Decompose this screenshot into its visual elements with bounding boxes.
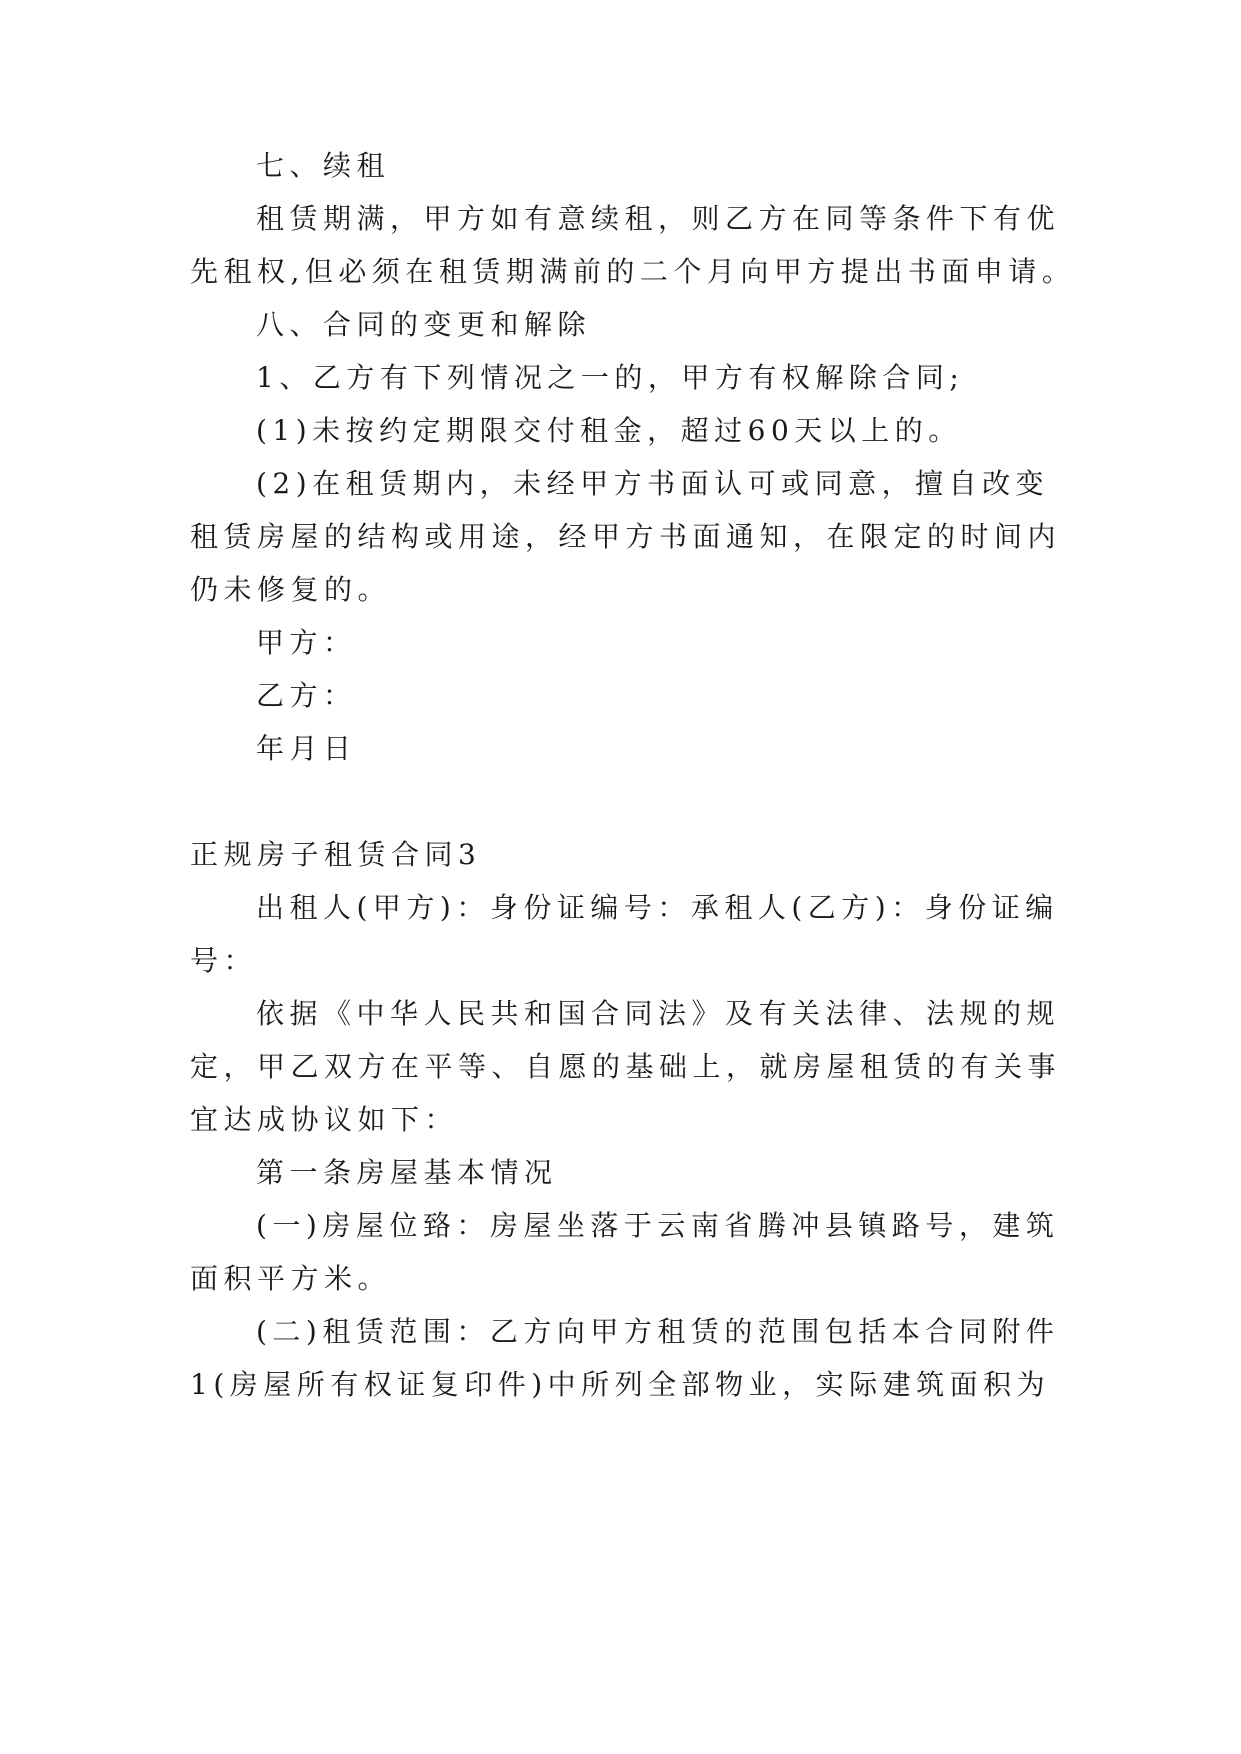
legal-basis-line-3: 宜达成协议如下： — [190, 1103, 459, 1136]
legal-basis-line-2: 定，甲乙双方在平等、自愿的基础上，就房屋租赁的有关事 — [190, 1050, 1062, 1083]
contract-3-title: 正规房子租赁合同3 — [190, 838, 482, 871]
renewal-paragraph-line-2: 先租权,但必须在租赁期满前的二个月向甲方提出书面申请。 — [190, 255, 1076, 288]
section-8-heading: 八、合同的变更和解除 — [256, 308, 592, 341]
section-7-heading: 七、续租 — [256, 149, 391, 182]
parties-line-1: 出租人(甲方)：身份证编号：承租人(乙方)：身份证编 — [256, 891, 1059, 924]
house-location-line-1: (一)房屋位臵：房屋坐落于云南省腾冲县镇路号，建筑 — [256, 1209, 1060, 1242]
signature-date: 年月日 — [256, 732, 357, 765]
termination-subitem-2-line-1: (2)在租赁期内，未经甲方书面认可或同意，擅自改变 — [256, 467, 1050, 500]
signature-party-b: 乙方： — [256, 679, 357, 712]
termination-subitem-2-line-2: 租赁房屋的结构或用途，经甲方书面通知，在限定的时间内 — [190, 520, 1062, 553]
lease-scope-line-1: (二)租赁范围：乙方向甲方租赁的范围包括本合同附件 — [256, 1315, 1060, 1348]
lease-scope-line-2: 1(房屋所有权证复印件)中所列全部物业，实际建筑面积为 — [190, 1368, 1051, 1401]
termination-subitem-1: (1)未按约定期限交付租金，超过60天以上的。 — [256, 414, 962, 447]
parties-line-2: 号： — [190, 944, 258, 977]
renewal-paragraph-line-1: 租赁期满，甲方如有意续租，则乙方在同等条件下有优 — [256, 202, 1061, 235]
article-1-heading: 第一条房屋基本情况 — [256, 1156, 558, 1189]
termination-item-1: 1、乙方有下列情况之一的，甲方有权解除合同; — [256, 361, 965, 394]
signature-party-a: 甲方： — [256, 626, 357, 659]
termination-subitem-2-line-3: 仍未修复的。 — [190, 573, 392, 606]
house-location-line-2: 面积平方米。 — [190, 1262, 392, 1295]
legal-basis-line-1: 依据《中华人民共和国合同法》及有关法律、法规的规 — [256, 997, 1061, 1030]
